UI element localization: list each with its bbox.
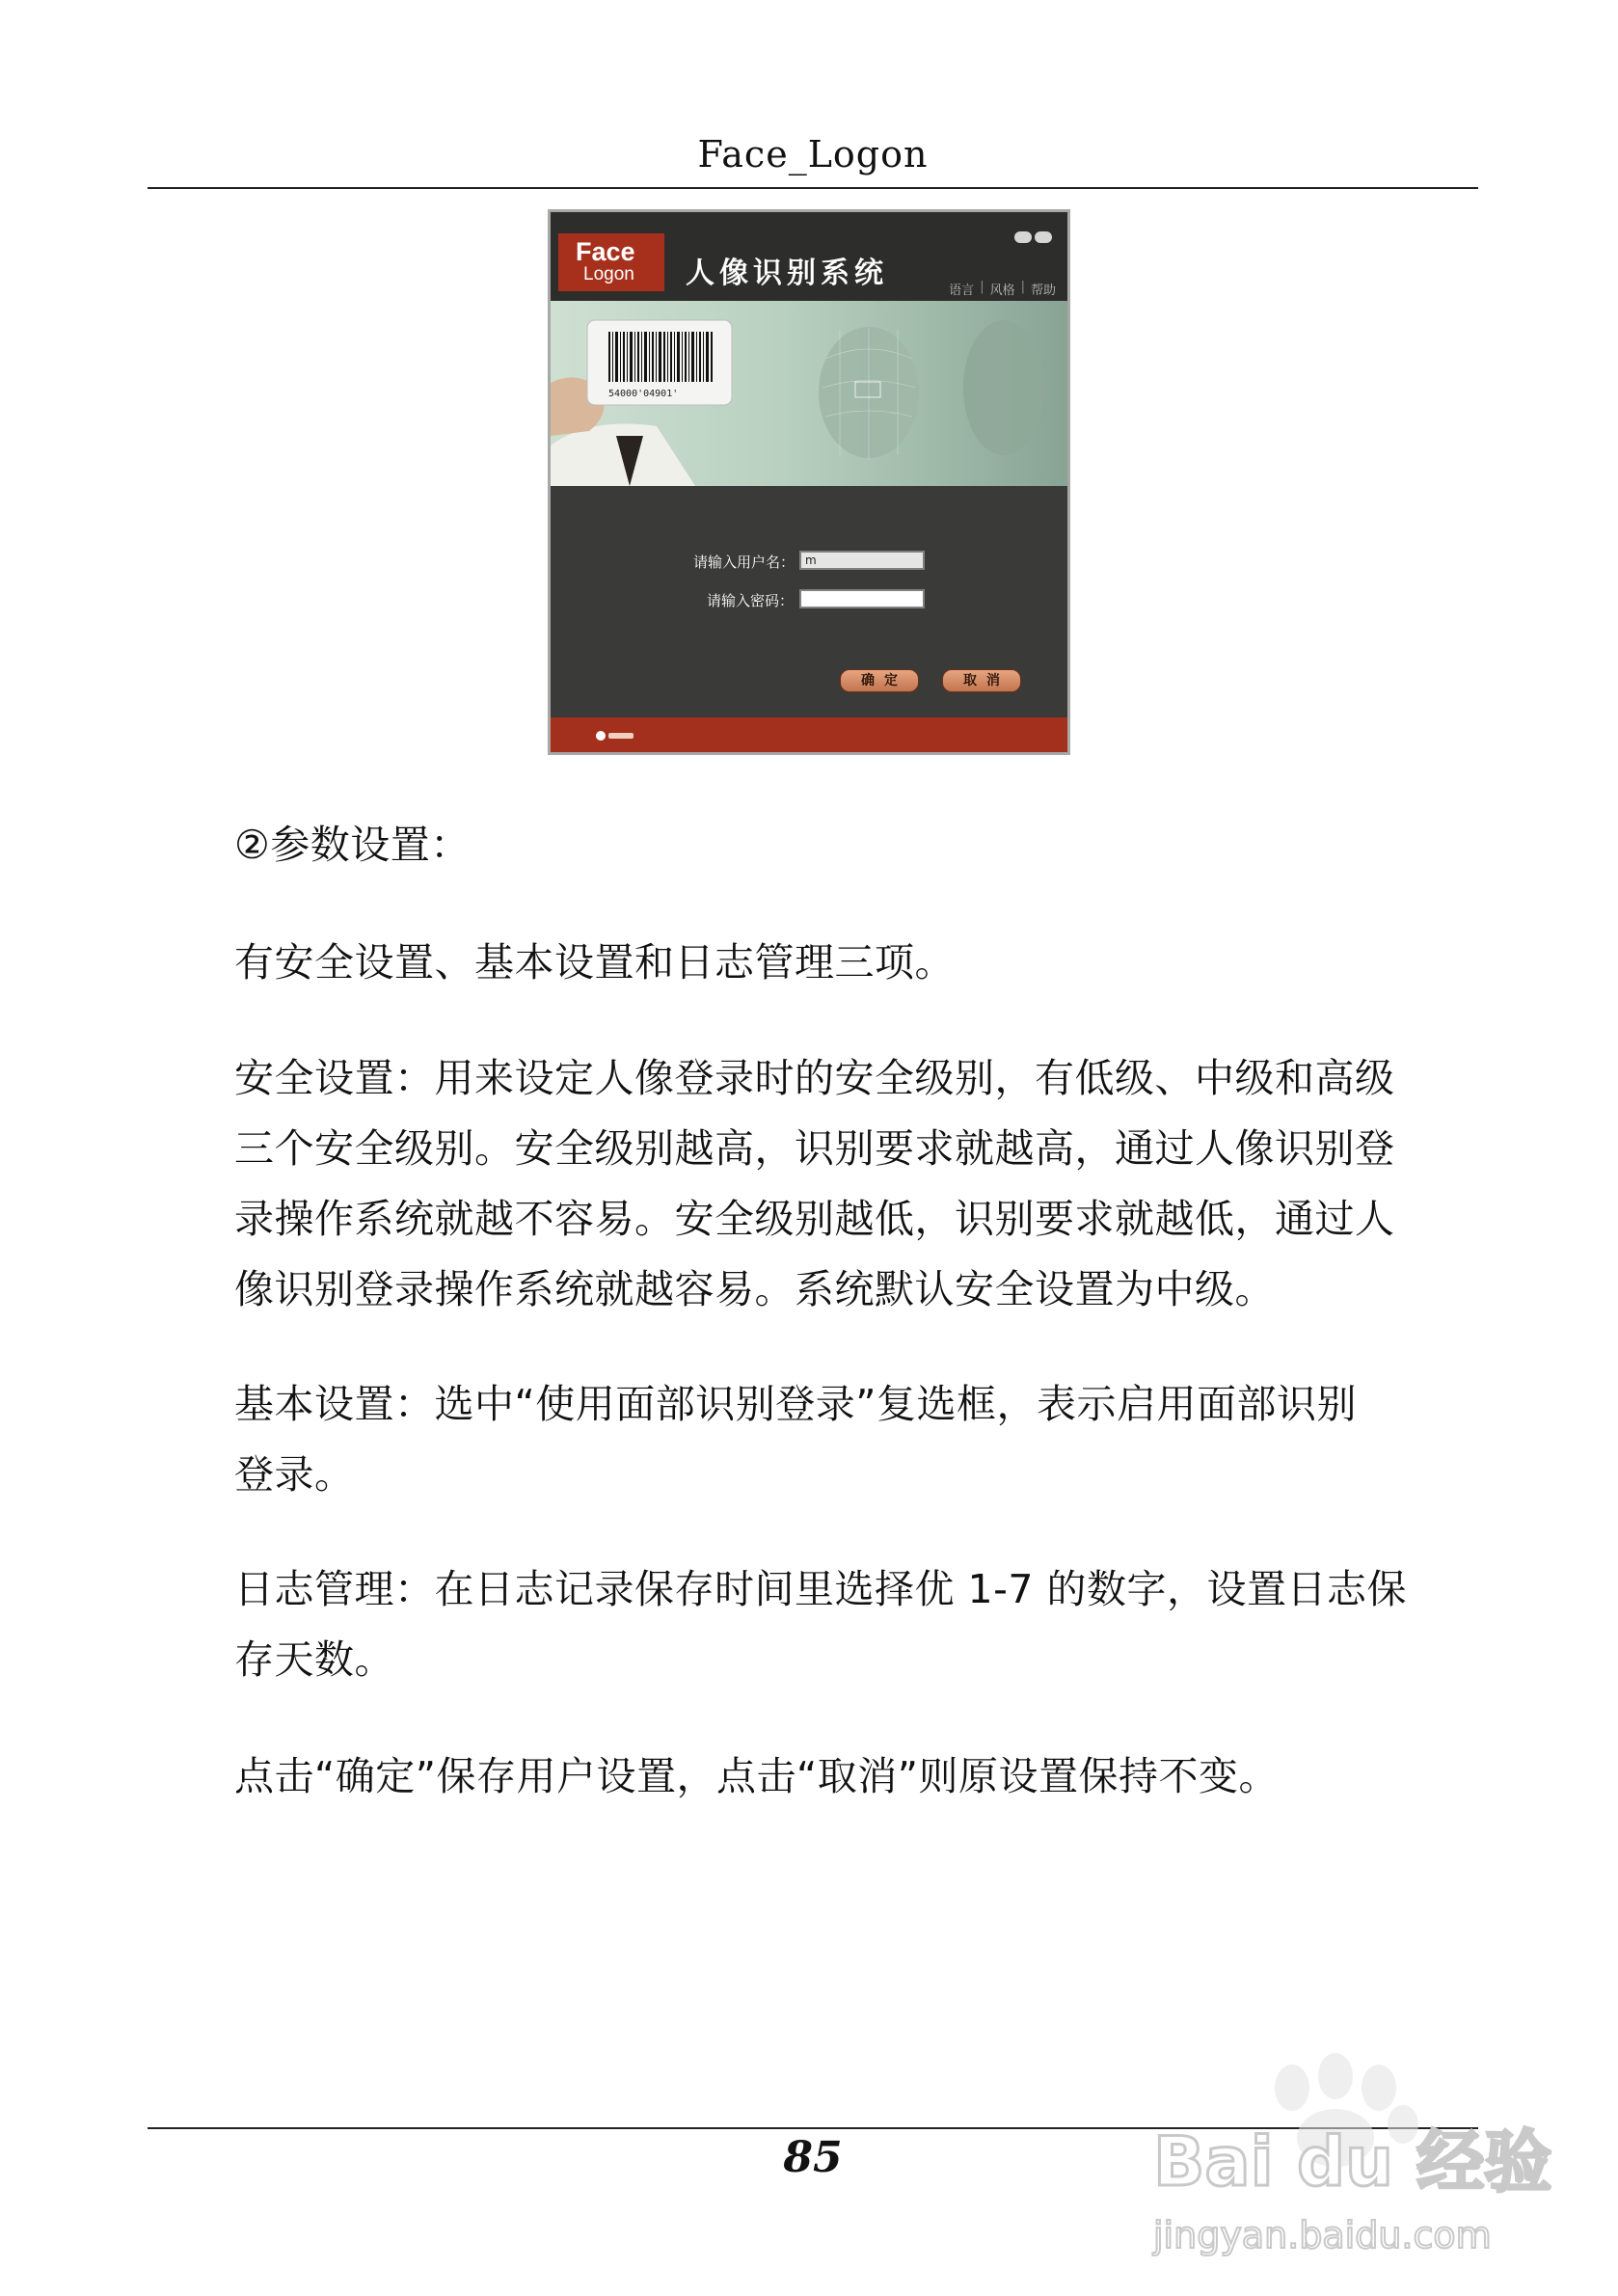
barcode-icon: [608, 332, 713, 382]
close-icon[interactable]: [1035, 231, 1052, 243]
link-separator: |: [1020, 280, 1025, 294]
cancel-button[interactable]: 取消: [942, 669, 1021, 692]
username-field[interactable]: m: [799, 551, 925, 570]
text-line: 安全设置：用来设定人像登录时的安全级别，有低级、中级和高级: [234, 1055, 1395, 1101]
paragraph-security: [234, 1043, 1478, 1325]
language-link[interactable]: 语言: [949, 284, 975, 298]
paragraph-confirm: 点击“确定”保存用户设置，点击“取消”则原设置保持不变。: [234, 1753, 1279, 1799]
style-link[interactable]: 风格: [989, 284, 1015, 298]
text-line: 三个安全级别。安全级别越高，识别要求就越高，通过人像识别登: [234, 1125, 1395, 1172]
app-title: 人像识别系统: [686, 257, 888, 290]
page-number: 85: [783, 2133, 843, 2182]
text-line: 日志管理：在日志记录保存时间里选择优 1-7 的数字，设置日志保: [234, 1566, 1408, 1612]
paragraph-basic: [234, 1369, 1478, 1510]
text-line: 基本设置：选中“使用面部识别登录”复选框，表示启用面部识别: [234, 1381, 1357, 1427]
text-line: 录操作系统就越不容易。安全级别越低，识别要求就越低，通过人: [234, 1196, 1395, 1242]
window-footer-bar: [551, 717, 1067, 752]
text-line: 像识别登录操作系统就越容易。系统默认安全设置为中级。: [234, 1266, 1275, 1312]
password-field[interactable]: [799, 589, 925, 608]
logo-line2: Logon: [583, 264, 634, 284]
watermark-url: jingyan.baidu.com: [1153, 2214, 1492, 2256]
text-line: 登录。: [234, 1451, 355, 1498]
page-header-title: Face_Logon: [697, 133, 929, 176]
ok-button[interactable]: 确定: [840, 669, 919, 692]
help-link[interactable]: 帮助: [1030, 284, 1056, 298]
login-window: [548, 209, 1070, 755]
window-controls: [1014, 231, 1052, 243]
banner-illustration: [551, 301, 1067, 486]
vendor-logo-icon: [595, 729, 635, 743]
watermark-brand: Bai du 经验: [1153, 2122, 1552, 2201]
minimize-icon[interactable]: [1014, 231, 1032, 243]
text-line: 存天数。: [234, 1636, 394, 1683]
face-shape: [963, 320, 1044, 455]
top-links: [949, 280, 1056, 298]
barcode-number: 54000'04901': [608, 389, 679, 399]
banner-image: [551, 301, 1067, 486]
header-divider: [148, 187, 1478, 189]
link-separator: |: [980, 280, 984, 294]
section-heading: ②参数设置：: [234, 822, 471, 868]
paragraph-log: [234, 1554, 1478, 1695]
window-title-bar: [551, 212, 1067, 301]
password-label: 请输入密码：: [707, 592, 795, 609]
logo-line1: Face: [576, 237, 635, 266]
username-label: 请输入用户名：: [693, 554, 796, 571]
paragraph-overview: 有安全设置、基本设置和日志管理三项。: [234, 939, 955, 986]
face-logon-logo: [558, 233, 664, 291]
